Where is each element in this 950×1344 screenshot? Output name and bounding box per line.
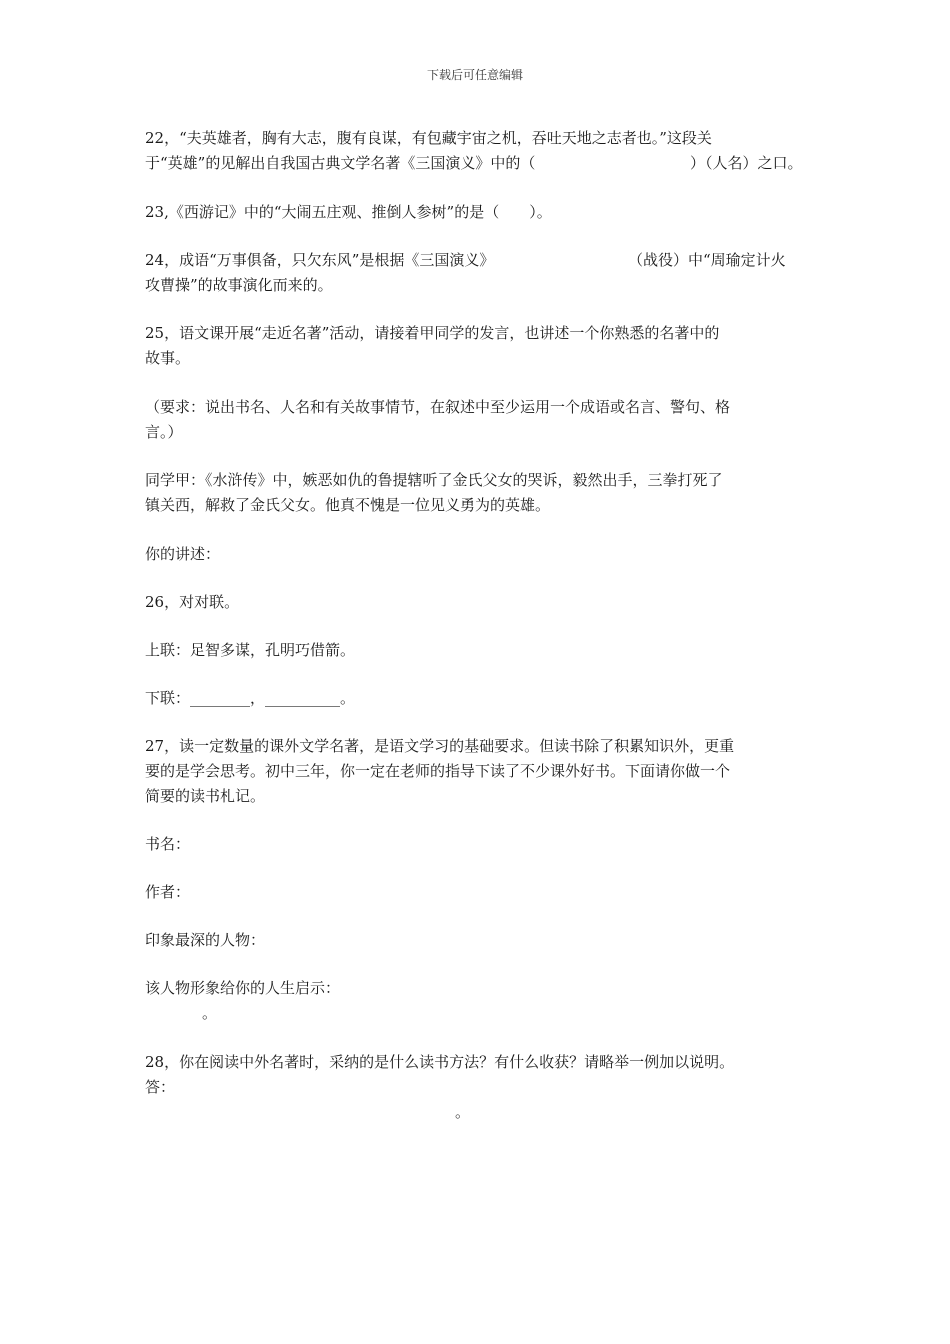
q24-line1-end: （战役）中“周瑜定计火 — [628, 251, 786, 269]
q27-line1: 27，读一定数量的课外文学名著，是语文学习的基础要求。但读书除了积累知识外，更重 — [145, 737, 735, 755]
q27-character-label: 印象最深的人物： — [145, 931, 266, 949]
q25-requirement-line2: 言。） — [145, 423, 183, 441]
q24-line1-start: 24，成语“万事俱备，只欠东风”是根据《三国演义》 — [145, 251, 495, 269]
q27-author-label: 作者： — [145, 883, 191, 901]
q25-your-story-label: 你的讲述： — [145, 545, 221, 563]
q25-requirement-line1: （要求：说出书名、人名和有关故事情节，在叙述中至少运用一个成语或名言、警句、格 — [145, 398, 731, 416]
q25-line1: 25，语文课开展“走近名著”活动，请接着甲同学的发言，也讲述一个你熟悉的名著中的 — [145, 324, 720, 342]
q26-lower-couplet: 下联：________，__________。 — [145, 689, 356, 707]
q26-title: 26，对对联。 — [145, 593, 240, 611]
q27-insight-label: 该人物形象给你的人生启示： — [145, 979, 341, 997]
q25-line2: 故事。 — [145, 349, 191, 367]
q27-line3: 简要的读书札记。 — [145, 787, 266, 805]
q25-example-line1: 同学甲：《水浒传》中，嫉恶如仇的鲁提辖听了金氏父女的哭诉，毅然出手，三拳打死了 — [145, 471, 723, 489]
q23-text: 23,《西游记》中的“大闹五庄观、推倒人参树”的是（ ）。 — [145, 203, 552, 221]
q27-line2: 要的是学会思考。初中三年，你一定在老师的指导下读了不少课外好书。下面请你做一个 — [145, 762, 731, 780]
q27-book-label: 书名： — [145, 835, 191, 853]
q24-line2: 攻曹操”的故事演化而来的。 — [145, 276, 333, 294]
q28-end-mark: 。 — [455, 1103, 471, 1121]
q25-example-line2: 镇关西，解救了金氏父女。他真不愧是一位见义勇为的英雄。 — [145, 496, 551, 514]
q26-upper-couplet: 上联：足智多谋，孔明巧借箭。 — [145, 641, 356, 659]
q28-answer-label: 答： — [145, 1078, 176, 1096]
q22-line2-end: ）（人名）之口。 — [690, 154, 803, 172]
q27-end-mark: 。 — [202, 1004, 218, 1022]
q22-line2-start: 于“英雄”的见解出自我国古典文学名著《三国演义》中的（ — [145, 154, 536, 172]
q28-line1: 28，你在阅读中外名著时，采纳的是什么读书方法？有什么收获？请略举一例加以说明。 — [145, 1053, 735, 1071]
page-header: 下载后可任意编辑 — [426, 68, 523, 82]
q22-line1: 22，“夫英雄者，胸有大志，腹有良谋，有包藏宇宙之机，吞吐天地之志者也。”这段关 — [145, 129, 712, 147]
